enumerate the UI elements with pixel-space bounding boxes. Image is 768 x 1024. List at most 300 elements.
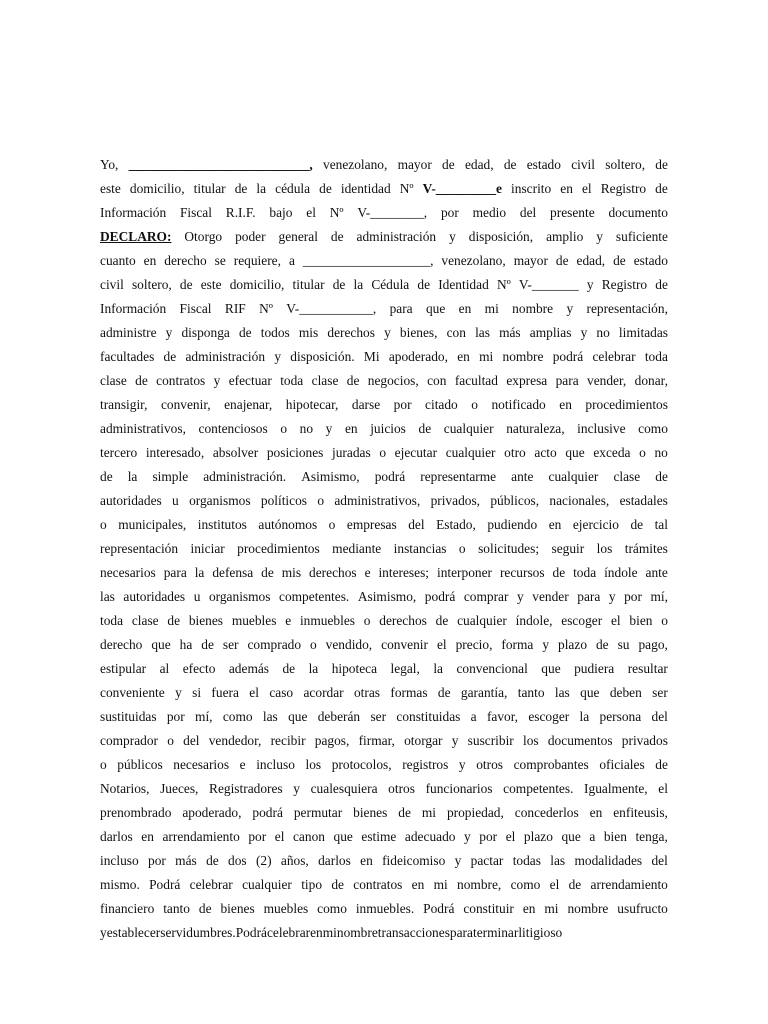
document-word: más [499, 325, 521, 340]
document-line [100, 177, 668, 201]
document-word: firmar, [358, 733, 395, 748]
document-word: mi [544, 901, 559, 916]
document-word: domicilio, [129, 181, 185, 196]
document-word: civil [100, 277, 124, 292]
document-word: organismos [189, 493, 251, 508]
document-word: ___________________, [302, 253, 434, 268]
document-word: soltero, [605, 157, 646, 172]
document-word: V-_______ [518, 277, 579, 292]
document-word: enajenar, [224, 397, 273, 412]
document-line [100, 777, 668, 801]
document-word: disposición. [290, 349, 355, 364]
document-line [100, 849, 668, 873]
document-line [100, 873, 668, 897]
document-word: bienes [188, 613, 224, 628]
document-word: apoderado, [182, 805, 242, 820]
document-word: poder [235, 229, 266, 244]
document-word: autónomos [258, 517, 318, 532]
document-word: como [317, 901, 347, 916]
document-word: notificado [491, 397, 546, 412]
document-word: y [449, 229, 456, 244]
document-line [100, 609, 668, 633]
document-word: y [586, 277, 594, 292]
document-word: que [333, 829, 353, 844]
document-word: en [141, 829, 154, 844]
document-word: en [344, 421, 358, 436]
document-word: Asimismo, [357, 589, 417, 604]
document-word: por [393, 397, 412, 412]
document-word: Nº [496, 277, 511, 292]
document-word: acordar [303, 685, 344, 700]
document-line [100, 321, 668, 345]
document-word: a [288, 253, 295, 268]
document-word: venezolano, [323, 157, 388, 172]
document-word: dos [228, 853, 247, 868]
document-word: que [580, 685, 600, 700]
document-word: resultar [627, 661, 668, 676]
document-word: titular [193, 181, 226, 196]
document-word: podrá [424, 589, 456, 604]
document-word: que [541, 661, 561, 676]
document-word: autoridades [100, 493, 162, 508]
document-line [100, 345, 668, 369]
document-word: pagos, [314, 733, 350, 748]
document-word: con [427, 373, 447, 388]
document-word: caso [269, 685, 294, 700]
document-word: del [651, 853, 668, 868]
document-word: en [310, 925, 323, 940]
document-word: y [454, 853, 462, 868]
document-word: toda [644, 349, 668, 364]
document-word: años, [280, 853, 309, 868]
document-word: o [317, 493, 325, 508]
document-word: o [310, 637, 317, 652]
document-word: exceda [593, 445, 631, 460]
document-word: el [549, 877, 560, 892]
document-word: clase [100, 373, 127, 388]
document-word: de [503, 157, 517, 172]
document-word: plazo [523, 829, 553, 844]
document-word: derecho [100, 637, 143, 652]
document-word: administración [356, 229, 437, 244]
document-word: más [175, 853, 197, 868]
document-line [100, 801, 668, 825]
document-word: privados [621, 733, 668, 748]
document-word: administración [185, 349, 266, 364]
document-word: general [278, 229, 318, 244]
document-word: este [200, 277, 222, 292]
document-word: Nº [399, 181, 414, 196]
document-word: Nº [329, 205, 344, 220]
document-line [100, 585, 668, 609]
document-word: u [193, 589, 201, 604]
document-word: presente [550, 205, 595, 220]
document-word: representación [100, 541, 179, 556]
document-line [100, 561, 668, 585]
document-word: nacionales, [549, 493, 610, 508]
document-word: no [299, 421, 314, 436]
document-word: otros [388, 781, 415, 796]
document-word: Yo, [100, 157, 119, 172]
document-word: Notarios, [100, 781, 150, 796]
document-word: de [595, 637, 609, 652]
document-word: juicios [370, 421, 406, 436]
document-word: mí, [650, 589, 668, 604]
document-word: en [548, 517, 562, 532]
document-word: que [425, 301, 446, 316]
document-word: de [555, 253, 569, 268]
document-word: prenombrado [100, 805, 172, 820]
document-word: transigir, [100, 397, 148, 412]
document-word: estadales [619, 493, 668, 508]
document-word: contratos [156, 373, 206, 388]
document-word: fuera [211, 685, 239, 700]
document-word: escoger [561, 613, 603, 628]
document-word: la [579, 709, 590, 724]
document-word: o [555, 925, 563, 940]
document-word: interesado, [145, 445, 205, 460]
document-word: naturaleza, [506, 421, 565, 436]
document-word: mi [433, 877, 448, 892]
document-word: Nº [259, 301, 273, 316]
document-word: además [228, 661, 270, 676]
document-word: Podrá [235, 925, 267, 940]
document-word: ejecutar [394, 445, 438, 460]
document-word: fideicomiso [382, 853, 446, 868]
document-word: el [436, 637, 447, 652]
document-word: usufructo [617, 901, 668, 916]
document-word: de [655, 277, 668, 292]
document-word: tanto [517, 685, 545, 700]
document-word: representarme [420, 469, 497, 484]
document-word: R.I.F. [225, 205, 256, 220]
document-word: y [213, 373, 221, 388]
document-word: mis [298, 325, 319, 340]
document-word: de [655, 757, 668, 772]
document-word: documentos [547, 733, 613, 748]
document-word: litigios [518, 925, 556, 940]
document-word: y [325, 421, 333, 436]
document-line [100, 273, 668, 297]
document-word: de [163, 349, 177, 364]
document-word: Podrá [423, 901, 455, 916]
document-word: Información [100, 205, 167, 220]
document-word: de [655, 157, 668, 172]
document-word: bienes [353, 805, 388, 820]
document-word: vender, [587, 373, 627, 388]
document-word: funcionarios [425, 781, 493, 796]
document-word: estime [361, 829, 397, 844]
document-word: darlos [318, 853, 351, 868]
document-word: para [389, 301, 413, 316]
document-word: absolver [212, 445, 259, 460]
document-word: y [580, 325, 588, 340]
document-line [100, 897, 668, 921]
document-word: de [331, 877, 344, 892]
document-word: podrá [252, 805, 283, 820]
document-word: de [330, 229, 344, 244]
document-line [100, 753, 668, 777]
document-word: mayor [513, 253, 548, 268]
document-word: suficiente [615, 229, 668, 244]
document-word: este [100, 181, 121, 196]
document-word: de [418, 421, 432, 436]
document-word: necesarios [100, 565, 156, 580]
document-line [100, 921, 668, 945]
document-word: por [624, 589, 642, 604]
document-word: los [596, 541, 613, 556]
document-word: administración. [203, 469, 287, 484]
document-word: privados, [430, 493, 481, 508]
document-word: comprobantes [513, 757, 589, 772]
document-word: cualesquiera [310, 781, 378, 796]
document-word: DECLARO: [100, 229, 172, 244]
document-word: empresas [346, 517, 397, 532]
document-word: mi [322, 925, 337, 940]
document-word: de [398, 805, 411, 820]
document-line [100, 393, 668, 417]
document-word: derechos [379, 613, 427, 628]
document-word: convencional [456, 661, 528, 676]
document-word: Igualmente, [584, 781, 648, 796]
document-word: celebrar [189, 877, 233, 892]
document-word: venezolano, [441, 253, 506, 268]
document-word: clase [311, 373, 339, 388]
document-word: conveniente [100, 685, 165, 700]
document-word: o [458, 541, 466, 556]
document-word: donar, [634, 373, 668, 388]
document-word: la [308, 661, 319, 676]
document-word: o [379, 445, 387, 460]
document-word: índole [604, 565, 638, 580]
document-word: inclusive [577, 421, 626, 436]
document-word: o [661, 613, 668, 628]
document-word: ejercicio [572, 517, 619, 532]
document-word: celebrar [592, 349, 636, 364]
document-line [100, 489, 668, 513]
document-word: del [519, 205, 537, 220]
document-word: requiere, [233, 253, 281, 268]
document-word: la [256, 181, 267, 196]
document-word: expresa [506, 373, 548, 388]
document-line [100, 441, 668, 465]
document-word: y [542, 637, 550, 652]
document-body [100, 153, 668, 945]
document-word: de [655, 181, 668, 196]
document-word: procedimientos [237, 541, 320, 556]
document-word: institutos [197, 517, 247, 532]
document-word: derechos [327, 325, 375, 340]
document-word: Registro [601, 277, 648, 292]
document-word: disposición, [468, 229, 534, 244]
document-word: defensa [212, 565, 254, 580]
document-word: pudiera [574, 661, 615, 676]
document-word: estado [526, 157, 561, 172]
document-word: que [561, 829, 581, 844]
document-word: de [332, 277, 346, 292]
document-word: inscrito [511, 181, 552, 196]
document-word: limitadas [618, 325, 668, 340]
document-word: de [417, 277, 431, 292]
document-word: la [127, 469, 138, 484]
document-word: darlos [100, 829, 133, 844]
document-word: o [471, 397, 478, 412]
document-word: mi [421, 805, 436, 820]
document-word: posiciones [266, 445, 324, 460]
document-word: recursos [499, 565, 545, 580]
document-word: y [517, 589, 524, 604]
document-word: por [166, 709, 185, 724]
document-word: y [384, 325, 391, 340]
document-line [100, 537, 668, 561]
document-word: V-________, [357, 205, 428, 220]
document-word: registros [402, 757, 449, 772]
document-word: tanto [163, 901, 190, 916]
document-word: autoridades [123, 589, 186, 604]
document-word: civil [571, 157, 595, 172]
document-word: bien [603, 829, 627, 844]
document-line [100, 225, 668, 249]
document-word: comprador [100, 733, 159, 748]
document-line [100, 153, 668, 177]
document-word: administre [100, 325, 157, 340]
document-word: modalidades [574, 853, 643, 868]
document-word: Jueces, [160, 781, 199, 796]
document-word: de [435, 613, 449, 628]
document-word: el [581, 181, 592, 196]
document-word: ser [652, 685, 668, 700]
document-word: de [282, 661, 296, 676]
document-word: RIF [224, 301, 246, 316]
document-line [100, 705, 668, 729]
document-word: plazo [558, 637, 588, 652]
document-word: en [143, 253, 157, 268]
document-word: (2) [255, 853, 272, 868]
document-word: de [442, 157, 455, 172]
document-word: procedimientos [585, 397, 668, 412]
document-word: e [364, 565, 371, 580]
document-word: su [617, 637, 630, 652]
document-word: de [568, 877, 582, 892]
document-word: documento [608, 205, 668, 220]
document-word: en [411, 877, 425, 892]
document-word: Asimismo, [301, 469, 360, 484]
document-word: competentes. [279, 589, 350, 604]
document-word: del [651, 709, 668, 724]
document-word: inmuebles [299, 613, 355, 628]
document-word: como [638, 421, 668, 436]
document-word: en [559, 397, 572, 412]
document-word: simple [152, 469, 189, 484]
document-word: que [288, 709, 308, 724]
document-word: con [446, 325, 466, 340]
document-word: comprar [463, 589, 509, 604]
document-word: Estado, [436, 517, 476, 532]
document-word: de [238, 325, 252, 340]
document-word: que [151, 637, 171, 652]
document-word: el [505, 829, 516, 844]
document-word: las [554, 685, 570, 700]
document-word: sustituidas [100, 709, 157, 724]
document-line [100, 657, 668, 681]
document-word: pudiendo [487, 517, 538, 532]
document-word: hipoteca [331, 661, 378, 676]
document-word: de [206, 853, 219, 868]
document-word: disponga [181, 325, 230, 340]
document-word: no [596, 325, 610, 340]
document-word: Otorgo [184, 229, 223, 244]
document-word: V-___________, [286, 301, 377, 316]
document-word: a [589, 829, 596, 844]
document-word: solicitudes; [478, 541, 540, 556]
document-word: convenir, [160, 397, 211, 412]
document-word: si [192, 685, 202, 700]
document-word: como [510, 877, 541, 892]
document-word: precio, [455, 637, 493, 652]
document-word: formas [390, 685, 428, 700]
document-word: por [248, 829, 267, 844]
document-word: necesarios [173, 757, 230, 772]
document-word: cédula [275, 181, 311, 196]
document-line [100, 729, 668, 753]
document-word: concederlos [514, 805, 579, 820]
document-word: y [175, 685, 182, 700]
document-word: oficiales [599, 757, 645, 772]
document-word: otras [353, 685, 381, 700]
document-line [100, 369, 668, 393]
document-word: establecer [106, 925, 161, 940]
document-word: las [100, 589, 115, 604]
document-word: garantía, [460, 685, 508, 700]
document-word: nombre, [457, 877, 502, 892]
document-word: se [214, 253, 226, 268]
document-word: toda [280, 373, 304, 388]
document-word: propiedad, [446, 805, 504, 820]
document-word: o [100, 517, 107, 532]
document-word: vender [532, 589, 569, 604]
document-word: por [479, 829, 498, 844]
document-word: del [183, 733, 200, 748]
document-word: competentes. [503, 781, 574, 796]
document-word: en [458, 301, 472, 316]
document-word: vendido, [325, 637, 373, 652]
document-word: Registradores [209, 781, 283, 796]
document-word: tenga, [635, 829, 668, 844]
document-word: la [433, 661, 443, 676]
document-word: Fiscal [179, 301, 212, 316]
document-word: de [135, 373, 148, 388]
document-word: de [167, 613, 181, 628]
document-word: acto [534, 445, 557, 460]
document-word: de [613, 253, 626, 268]
document-word: administrativos, [334, 493, 421, 508]
document-word: por [440, 205, 459, 220]
document-word: apoderado, [388, 349, 448, 364]
document-word: el [658, 781, 668, 796]
document-word: ante [645, 565, 668, 580]
document-word: citado [425, 397, 458, 412]
document-word: de [346, 373, 360, 388]
document-word: de [319, 181, 332, 196]
document-word: organismos [208, 589, 271, 604]
document-line [100, 825, 668, 849]
document-word: favor, [486, 709, 519, 724]
document-word: cuanto [100, 253, 136, 268]
document-word: para [163, 565, 187, 580]
document-word: el [610, 613, 621, 628]
document-word: Fiscal [179, 205, 212, 220]
document-word: servidumbres. [160, 925, 236, 940]
